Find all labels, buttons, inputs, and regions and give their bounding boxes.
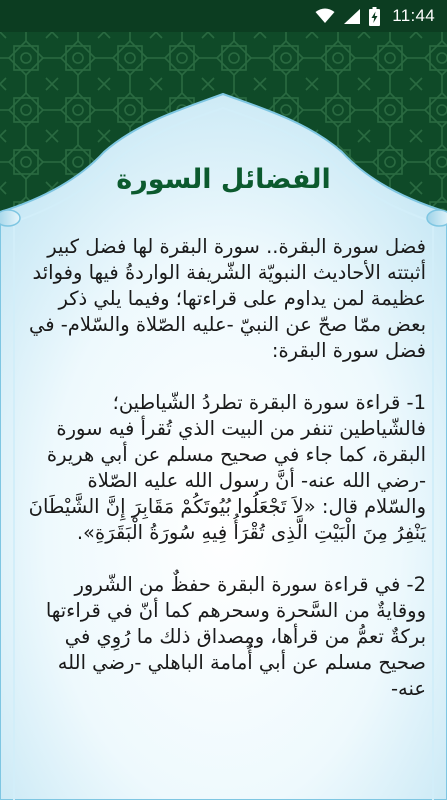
article-body — [26, 234, 426, 702]
status-bar — [0, 0, 447, 32]
wifi-icon — [315, 8, 335, 24]
paragraph-intro: فضل سورة البقرة.. سورة البقرة لها فضل كبير أثبتته الأحاديث النبويّة الشّريفة الواردةُ فيها وفوائد عظيمة لمن يداوم على قراءتها؛ وفيما يلي ذكر بعض ممّا صحّ عن النبيّ -عليه الصّلاة والسّلام- في فضل سورة البقرة: — [28, 235, 426, 362]
signal-icon — [343, 8, 361, 25]
status-time: 11:44 — [392, 6, 435, 25]
content-area[interactable] — [0, 150, 447, 800]
page-title: الفضائل السورة — [116, 164, 331, 195]
battery-charging-icon — [369, 7, 380, 26]
paragraph-2: 2- في قراءة سورة البقرة حفظٌ من الشّرور ووقايةٌ من السَّحرة وسحرهم كما أنّ في قراءتها بركةٌ تعمُّ من قرأها، ومِصداق ذلك ما رُوِي في صحيح مسلم عن أبي أُمامة الباهلي -رضي الله عنه- — [45, 573, 426, 700]
paragraph-1: 1- قراءة سورة البقرة تطردُ الشّياطين؛ فالشّياطين تنفر من البيت الذي تُقرأ فيه سورة البقرة، كما جاء في صحيح مسلم عن أبي هريرة -رضي الله عنه- أنَّ رسول الله عليه الصّلاة والسّلام قال: «لاَ تَجْعَلُوا بُيُوتَكُمْ مَقَابِرَ إِنَّ الشَّيْطَانَ يَنْفِرُ مِنَ الْبَيْتِ الَّذِى تُقْرَأُ فِيهِ سُورَةُ الْبَقَرَةِ». — [28, 391, 426, 544]
